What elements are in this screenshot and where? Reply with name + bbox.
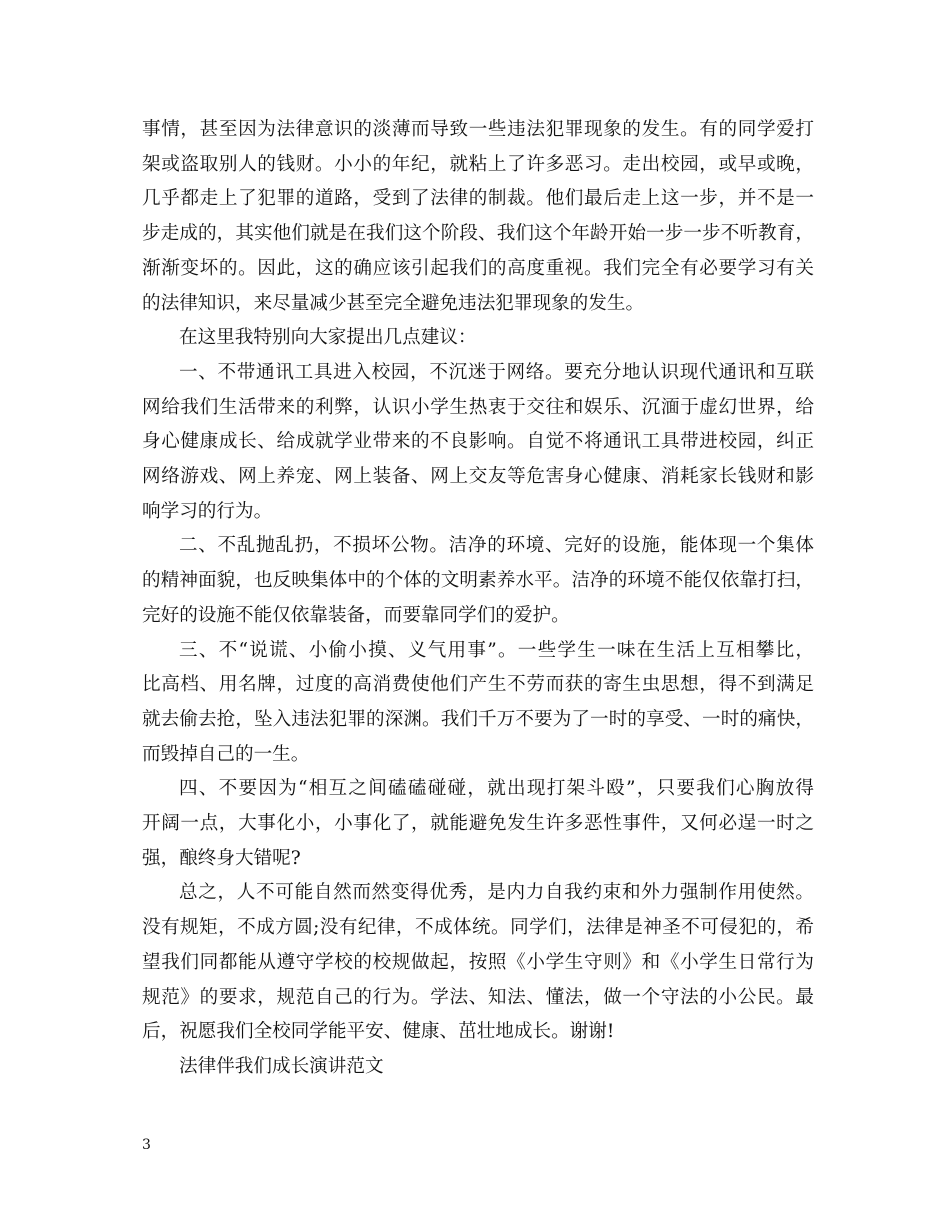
text-line: 的法律知识，来尽量减少甚至完全避免违法犯罪现象的发生。 [142,292,645,314]
text-line: 总之，人不可能自然而然变得优秀，是内力自我约束和外力强制作用使然。 [179,882,814,904]
text-line: 渐渐变坏的。因此，这的确应该引起我们的高度重视。我们完全有必要学习有关 [142,257,814,279]
text-line: 比高档、用名牌，过度的高消费使他们产生不劳而获的寄生虫思想，得不到满足 [142,674,814,696]
text-line: 法律伴我们成长演讲范文 [179,1055,384,1077]
text-line: 完好的设施不能仅依靠装备，而要靠同学们的爱护。 [142,604,570,626]
document-body [142,113,814,1085]
text-line: 一、不带通讯工具进入校园，不沉迷于网络。要充分地认识现代通讯和互联 [179,361,814,383]
text-line: 的精神面貌，也反映集体中的个体的文明素养水平。洁净的环境不能仅依靠打扫， [142,570,814,592]
text-line: 望我们同都能从遵守学校的校规做起，按照《小学生守则》和《小学生日常行为 [142,951,814,973]
text-line: 开阔一点，大事化小，小事化了，就能避免发生许多恶性事件，又何必逞一时之 [142,813,814,835]
text-line: 身心健康成长、给成就学业带来的不良影响。自觉不将通讯工具带进校园，纠正 [142,431,814,453]
text-line: 架或盗取别人的钱财。小小的年纪，就粘上了许多恶习。走出校园，或早或晚， [142,153,814,175]
text-line: 几乎都走上了犯罪的道路，受到了法律的制裁。他们最后走上这一步，并不是一 [142,188,814,210]
text-line: 就去偷去抢，坠入违法犯罪的深渊。我们千万不要为了一时的享受、一时的痛快， [142,708,814,730]
text-line: 二、不乱抛乱扔，不损坏公物。洁净的环境、完好的设施，能体现一个集体 [179,535,814,557]
text-line: 事情，甚至因为法律意识的淡薄而导致一些违法犯罪现象的发生。有的同学爱打 [142,119,814,140]
text-line: 响学习的行为。 [142,500,273,522]
text-line: 没有规矩，不成方圆;没有纪律，不成体统。同学们，法律是神圣不可侵犯的，希 [142,917,814,939]
text-line: 强，酿终身大错呢? [142,847,301,869]
text-line: 而毁掉自己的一生。 [142,743,310,765]
text-line: 步走成的，其实他们就是在我们这个阶段、我们这个年龄开始一步一步不听教育， [142,223,814,245]
text-line: 在这里我特别向大家提出几点建议： [179,327,477,349]
text-line: 网给我们生活带来的利弊，认识小学生热衷于交往和娱乐、沉湎于虚幻世界，给 [142,396,814,418]
text-line: 三、不“说谎、小偷小摸、义气用事”。一些学生一味在生活上互相攀比， [179,639,814,661]
page-number: 3 [142,1137,151,1153]
text-line: 后，祝愿我们全校同学能平安、健康、茁壮地成长。谢谢! [142,1021,615,1043]
text-line: 规范》的要求，规范自己的行为。学法、知法、懂法，做一个守法的小公民。最 [142,986,814,1008]
text-line: 网络游戏、网上养宠、网上装备、网上交友等危害身心健康、消耗家长钱财和影 [142,466,814,488]
text-line: 四、不要因为“相互之间磕磕碰碰，就出现打架斗殴”，只要我们心胸放得 [179,778,814,800]
